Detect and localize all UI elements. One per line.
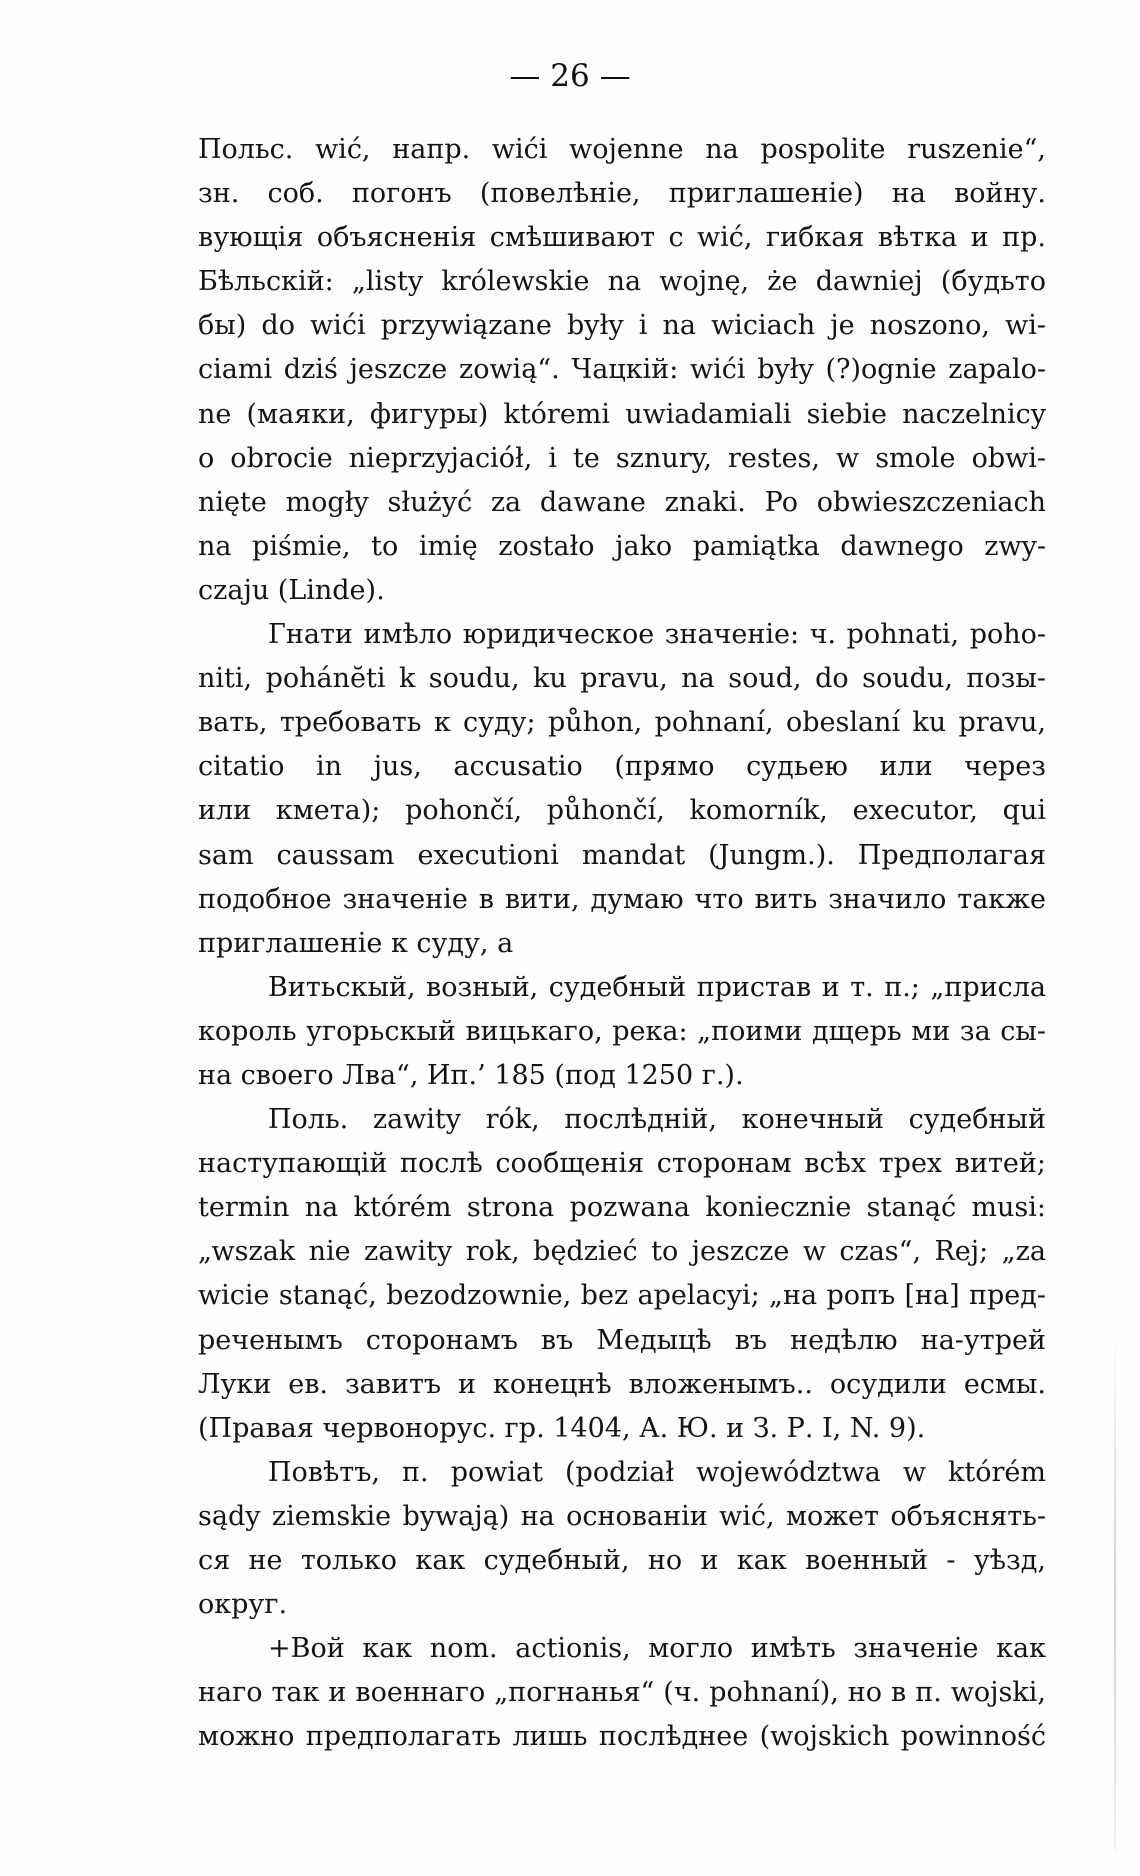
text-line: Луки ев. завитъ и конецнѣ вложенымъ.. осудили есмы.: [198, 1368, 1046, 1400]
text-line: приглашеніе к суду, а: [198, 927, 514, 959]
body-text: [198, 128, 1046, 1759]
text-line: ся не только как судебный, но и как военный - уѣзд,: [198, 1545, 1046, 1576]
text-line: наго так и военнаго „погнанья“ (ч. pohnaní), но в п. wojski,: [198, 1677, 1046, 1709]
text-line: округ.: [198, 1589, 288, 1621]
text-line: ciami dziś jeszcze zowią“. Чацкій: wići były (?)ognie zapalo-: [198, 354, 1046, 386]
text-line: Повѣтъ, п. powiat (podział województwa w którém: [268, 1456, 1046, 1488]
text-line: citatio in jus, accusatio (прямо судьею или через: [198, 751, 1046, 783]
text-line: бы) do wići przywiązane były i na wiciach je noszono, wi-: [198, 310, 1046, 342]
text-line: na piśmie, to imię zostało jako pamiątka dawnego zwy-: [198, 530, 1046, 562]
text-line: „wszak nie zawity rok, będzieć to jeszcze w czas“, Rej; „za: [198, 1236, 1046, 1268]
text-line: реченымъ сторонамъ въ Медыцѣ въ недѣлю на-утрей: [198, 1324, 1046, 1356]
text-line: вать, требовать к суду; půhon, pohnaní, obeslaní ku pravu,: [198, 707, 1046, 739]
text-line: или кмета); pohončí, půhončí, komorník, executor, qui: [198, 795, 1046, 827]
text-line: Бѣльскій: „listy królewskie na wojnę, że dawniej (будьто: [198, 266, 1046, 298]
text-line: ne (маяки, фигуры) którеmi uwiadamiali siebie naczelnicy: [198, 398, 1046, 430]
text-line: Гнати имѣло юридическое значеніе: ч. pohnati, poho-: [268, 619, 1046, 651]
text-line: (Правая червонорус. гр. 1404, А. Ю. и З. Р. I, N. 9).: [198, 1412, 926, 1444]
text-line: Витьскый, возный, судебный пристав и т. п.; „присла: [268, 971, 1046, 1003]
text-line: на своего Лва“, Ип.’ 185 (под 1250 г.).: [198, 1059, 744, 1091]
text-line: +Вой как nom. actionis, могло имѣть значеніе как: [268, 1633, 1046, 1665]
page-number: — 26 —: [509, 58, 631, 94]
text-line: наступающій послѣ сообщенія сторонам всѣх трех витей;: [198, 1148, 1046, 1180]
text-line: зн. соб. погонъ (повелѣніе, приглашеніе) на войну.: [198, 178, 1046, 210]
text-line: niti, pohánĕti k soudu, ku pravu, na soud, do soudu, позы-: [198, 663, 1046, 695]
text-line: sądy ziemskie bywają) на основаніи wić, может объяснять-: [198, 1500, 1046, 1532]
text-line: можно предполагать лишь послѣднее (wojskich powinność: [198, 1721, 1046, 1753]
text-line: wicie stanąć, bezodzownie, bez apelacyi; „на ропъ [на] пред-: [198, 1280, 1046, 1312]
page-edge-shadow: [1114, 1330, 1116, 1850]
text-line: Поль. zawity rók, послѣдній, конечный судебный: [268, 1104, 1046, 1136]
text-line: czaju (Linde).: [198, 574, 385, 606]
text-line: Польс. wić, напр. wići wojenne na pospolite ruszenie“,: [198, 134, 1046, 165]
text-line: вующія объясненія смѣшивают с wić, гибкая вѣтка и пр.: [198, 222, 1046, 254]
text-line: termin na którém strona pozwana koniecznie stanąć musi:: [198, 1192, 1046, 1224]
text-line: sam caussam executioni mandat (Jungm.). Предполагая: [198, 839, 1046, 871]
text-line: король угорьскый вицькаго, река: „поими дщерь ми за сы-: [198, 1015, 1046, 1047]
text-line: nięte mogły służyć za dawane znaki. Po obwieszczeniach: [198, 486, 1046, 518]
text-line: o obrocie nieprzyjaciół, i te sznury, restes, w smole obwi-: [198, 442, 1046, 474]
text-line: подобное значеніе в вити, думаю что вить значило также: [198, 883, 1046, 915]
